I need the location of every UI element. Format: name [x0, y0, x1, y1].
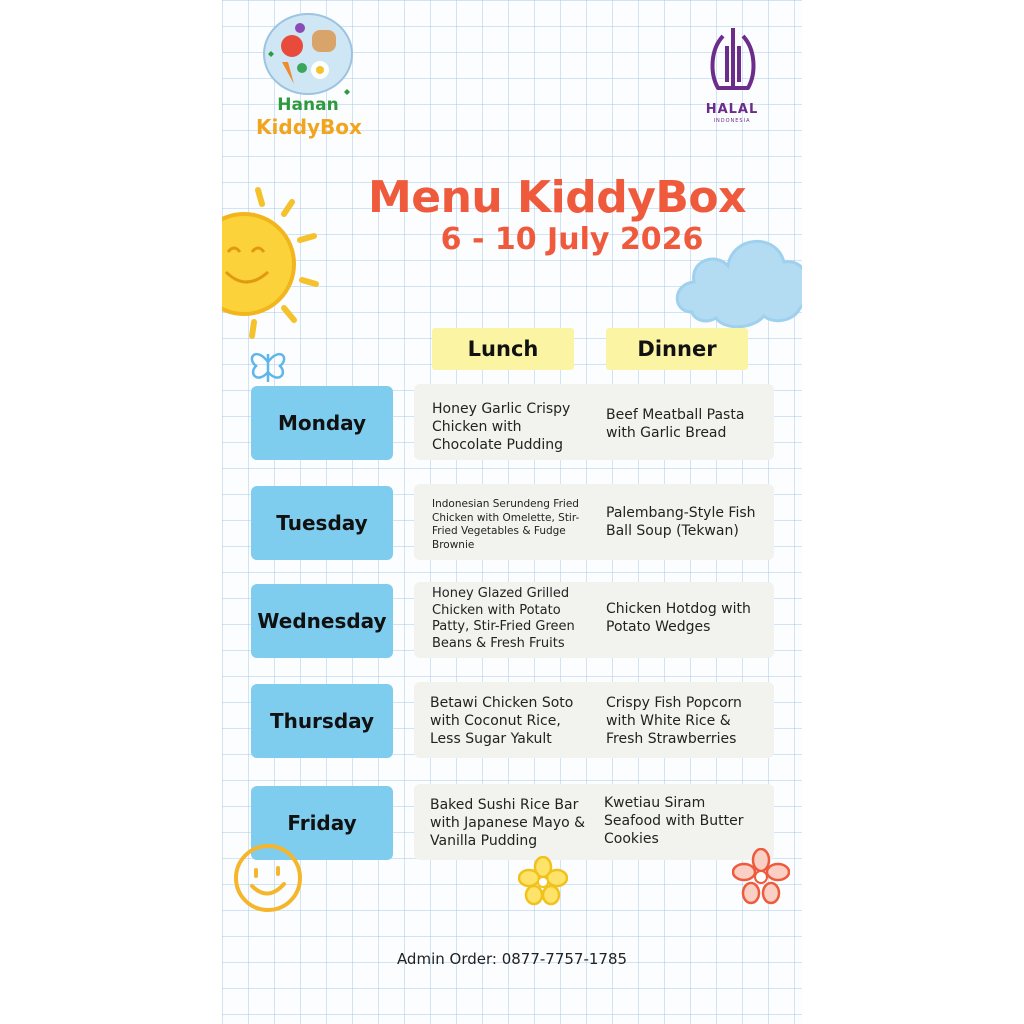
lunch-item: Indonesian Serundeng Fried Chicken with Omelette, Stir-Fried Vegetables & Fudge Brownie: [432, 498, 580, 551]
dinner-item: Kwetiau Siram Seafood with Butter Cookies: [604, 795, 744, 847]
yellow-flower-icon: [518, 856, 568, 906]
halal-label: HALAL: [705, 102, 759, 117]
day-label-monday: Monday: [251, 386, 393, 460]
smiley-icon: [232, 842, 304, 914]
day-label-tuesday: Tuesday: [251, 486, 393, 560]
lunch-item: Honey Garlic Crispy Chicken with Chocolate Pudding: [432, 401, 571, 453]
red-flower-icon: [732, 848, 790, 906]
dinner-item: Palembang-Style Fish Ball Soup (Tekwan): [606, 505, 756, 539]
halal-sublabel: INDONESIA: [713, 118, 751, 124]
menu-poster: [222, 0, 802, 1024]
menu-title: Menu KiddyBox: [367, 172, 747, 223]
butterfly-icon: [246, 344, 290, 388]
lunch-item: Honey Glazed Grilled Chicken with Potato Patty, Stir-Fried Green Beans & Fresh Fruits: [432, 586, 575, 651]
menu-dates: 6 - 10 July 2026: [440, 222, 704, 257]
meal-row-monday: [414, 384, 774, 460]
halal-logo-icon: [706, 24, 760, 100]
admin-order-contact: Admin Order: 0877-7757-1785: [396, 950, 628, 968]
day-label-friday: Friday: [251, 786, 393, 860]
lunch-item: Betawi Chicken Soto with Coconut Rice, Less Sugar Yakult: [430, 695, 574, 747]
meal-row-thursday: [414, 682, 774, 758]
brand-name-top: Hanan: [277, 95, 339, 115]
dinner-item: Crispy Fish Popcorn with White Rice & Fresh Strawberries: [606, 695, 742, 747]
column-header-dinner: Dinner: [606, 328, 748, 370]
brand-name-bottom: KiddyBox: [256, 115, 362, 139]
kiddybox-logo-icon: [262, 10, 354, 96]
lunch-item: Baked Sushi Rice Bar with Japanese Mayo & Vanilla Pudding: [430, 797, 586, 849]
meal-row-tuesday: [414, 484, 774, 560]
meal-row-friday: [414, 784, 774, 860]
dinner-item: Beef Meatball Pasta with Garlic Bread: [606, 407, 745, 441]
day-label-wednesday: Wednesday: [251, 584, 393, 658]
column-header-lunch: Lunch: [432, 328, 574, 370]
meal-row-wednesday: [414, 582, 774, 658]
dinner-item: Chicken Hotdog with Potato Wedges: [606, 601, 751, 635]
day-label-thursday: Thursday: [251, 684, 393, 758]
